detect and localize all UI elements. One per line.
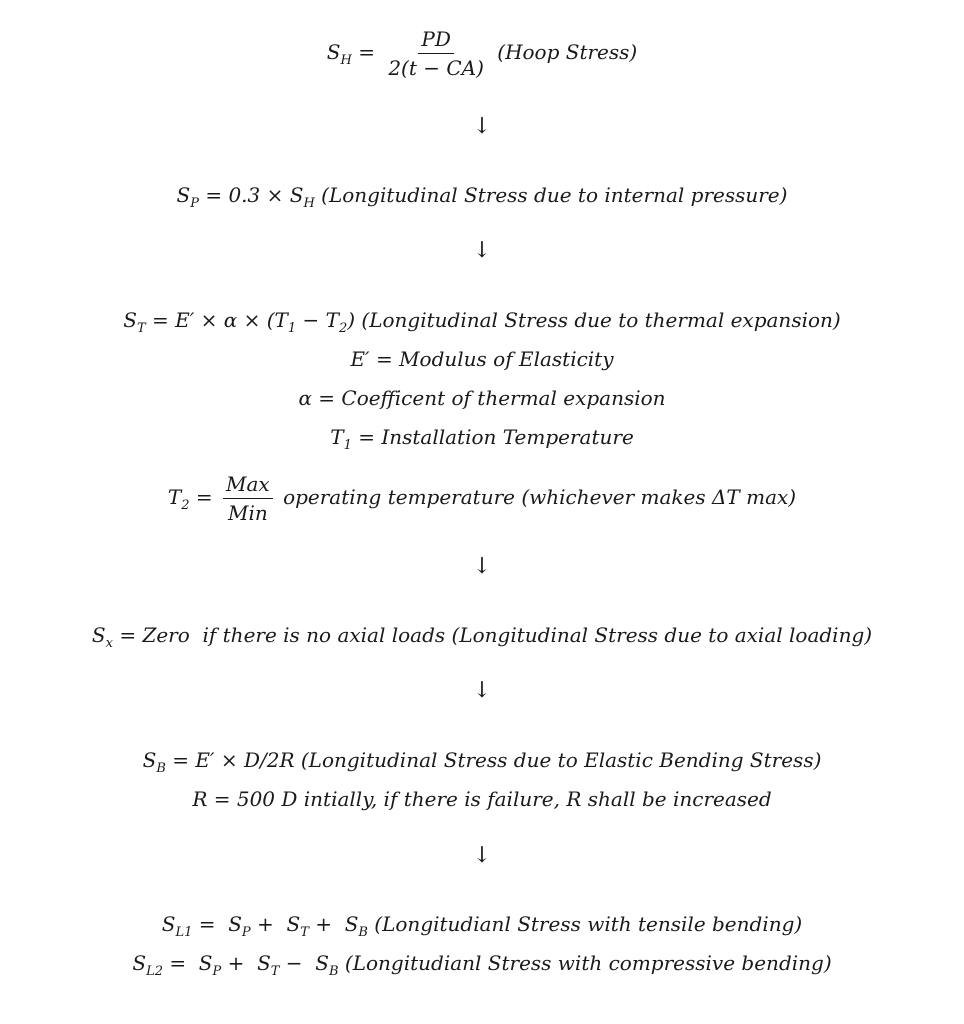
pressure-stress-equation [0, 183, 964, 211]
l1-term-b-subscript: B [358, 925, 368, 940]
l1-term-p: = S [192, 912, 242, 936]
t1-lhs: T [330, 425, 344, 449]
axial-lhs: S [91, 623, 106, 647]
pressure-lhs-subscript: P [190, 196, 199, 211]
thermal-label: (Longitudinal Stress due to thermal expansion) [361, 308, 841, 332]
l2-lhs-subscript: L2 [146, 964, 163, 979]
l2-lhs: S [132, 951, 147, 975]
alpha-definition: α = Coefficent of thermal expansion [298, 386, 666, 410]
bending-lhs-subscript: B [156, 761, 166, 776]
l1-term-t-subscript: T [300, 925, 309, 940]
t2-lhs: T [167, 485, 182, 509]
l2-term-b: − S [279, 951, 329, 975]
t1-rhs: = Installation Temperature [351, 425, 634, 449]
l1-label: (Longitudianl Stress with tensile bending) [367, 912, 803, 936]
down-arrow-icon: ↓ [472, 238, 492, 263]
l2-term-t-subscript: T [270, 964, 280, 979]
t2-rhs: operating temperature (whichever makes ΔT max) [283, 485, 797, 509]
t2-definition: $T_2$ = $\frac{\text{Max}}{\text{Min}}$ operating temperature (whichever makes ΔT max) [167, 472, 797, 525]
axial-stress-equation [0, 623, 964, 651]
t2-numerator: Max [223, 473, 273, 499]
pressure-label: (Longitudinal Stress due to internal pressure) [321, 183, 788, 207]
axial-lhs-subscript: x [105, 636, 113, 651]
bending-text: = E′ × D/2R (Longitudinal Stress due to Elastic Bending Stress) [172, 748, 822, 772]
t2-denominator: Min [227, 501, 268, 525]
l1-term-p-subscript: P [241, 925, 251, 940]
l1-lhs: S [161, 912, 176, 936]
l2-term-b-subscript: B [328, 964, 339, 979]
l2-label: (Longitudianl Stress with compressive bending) [338, 951, 832, 975]
t1-subscript: 1 [343, 438, 352, 453]
t2-fraction [223, 473, 273, 524]
thermal-expression-end: ) [347, 308, 356, 332]
thermal-expression-start: = E′ × α × (T [152, 308, 288, 332]
down-arrow-icon: ↓ [472, 114, 492, 139]
l2-term-p-subscript: P [212, 964, 222, 979]
down-arrow-icon: ↓ [472, 678, 492, 703]
hoop-numerator: PD [418, 28, 454, 54]
l1-term-b: + S [308, 912, 359, 936]
bending-lhs: S [142, 748, 157, 772]
axial-text: = Zero if there is no axial loads (Longitudinal Stress due to axial loading) [119, 623, 873, 647]
combined-tensile-equation [0, 912, 964, 940]
thermal-stress-equation [0, 308, 964, 336]
t2-subscript: 2 [181, 498, 190, 513]
thermal-lhs: S [123, 308, 137, 332]
down-arrow-icon: ↓ [472, 554, 492, 579]
combined-compressive-equation [0, 951, 964, 979]
pressure-lhs: S [176, 183, 191, 207]
hoop-lhs-subscript: H [340, 53, 352, 68]
thermal-expression-mid: − T [296, 308, 339, 332]
t1-definition [0, 425, 964, 453]
l1-lhs-subscript: L1 [175, 925, 193, 940]
hoop-denominator: 2(t − CA) [388, 56, 484, 80]
radius-definition: R = 500 D intially, if there is failure, R shall be increased [192, 787, 772, 811]
l2-term-t: + S [221, 951, 271, 975]
modulus-definition: E′ = Modulus of Elasticity [350, 347, 614, 371]
l1-term-t: + S [250, 912, 301, 936]
hoop-lhs: S [326, 40, 341, 64]
pressure-expression-subscript: H [303, 196, 315, 211]
thermal-t1-subscript: 1 [287, 321, 297, 336]
pressure-expression: = 0.3 × S [205, 183, 304, 207]
hoop-label: (Hoop Stress) [497, 40, 638, 64]
bending-stress-equation [0, 748, 964, 776]
hoop-fraction [385, 28, 487, 79]
thermal-lhs-subscript: T [136, 321, 146, 336]
thermal-t2-subscript: 2 [338, 321, 348, 336]
down-arrow-icon: ↓ [472, 843, 492, 868]
hoop-stress-equation: $S_H$ = $\frac{PD}{2(t - CA)}$ (Hoop Stress) [326, 27, 638, 80]
l2-term-p: = S [162, 951, 213, 975]
